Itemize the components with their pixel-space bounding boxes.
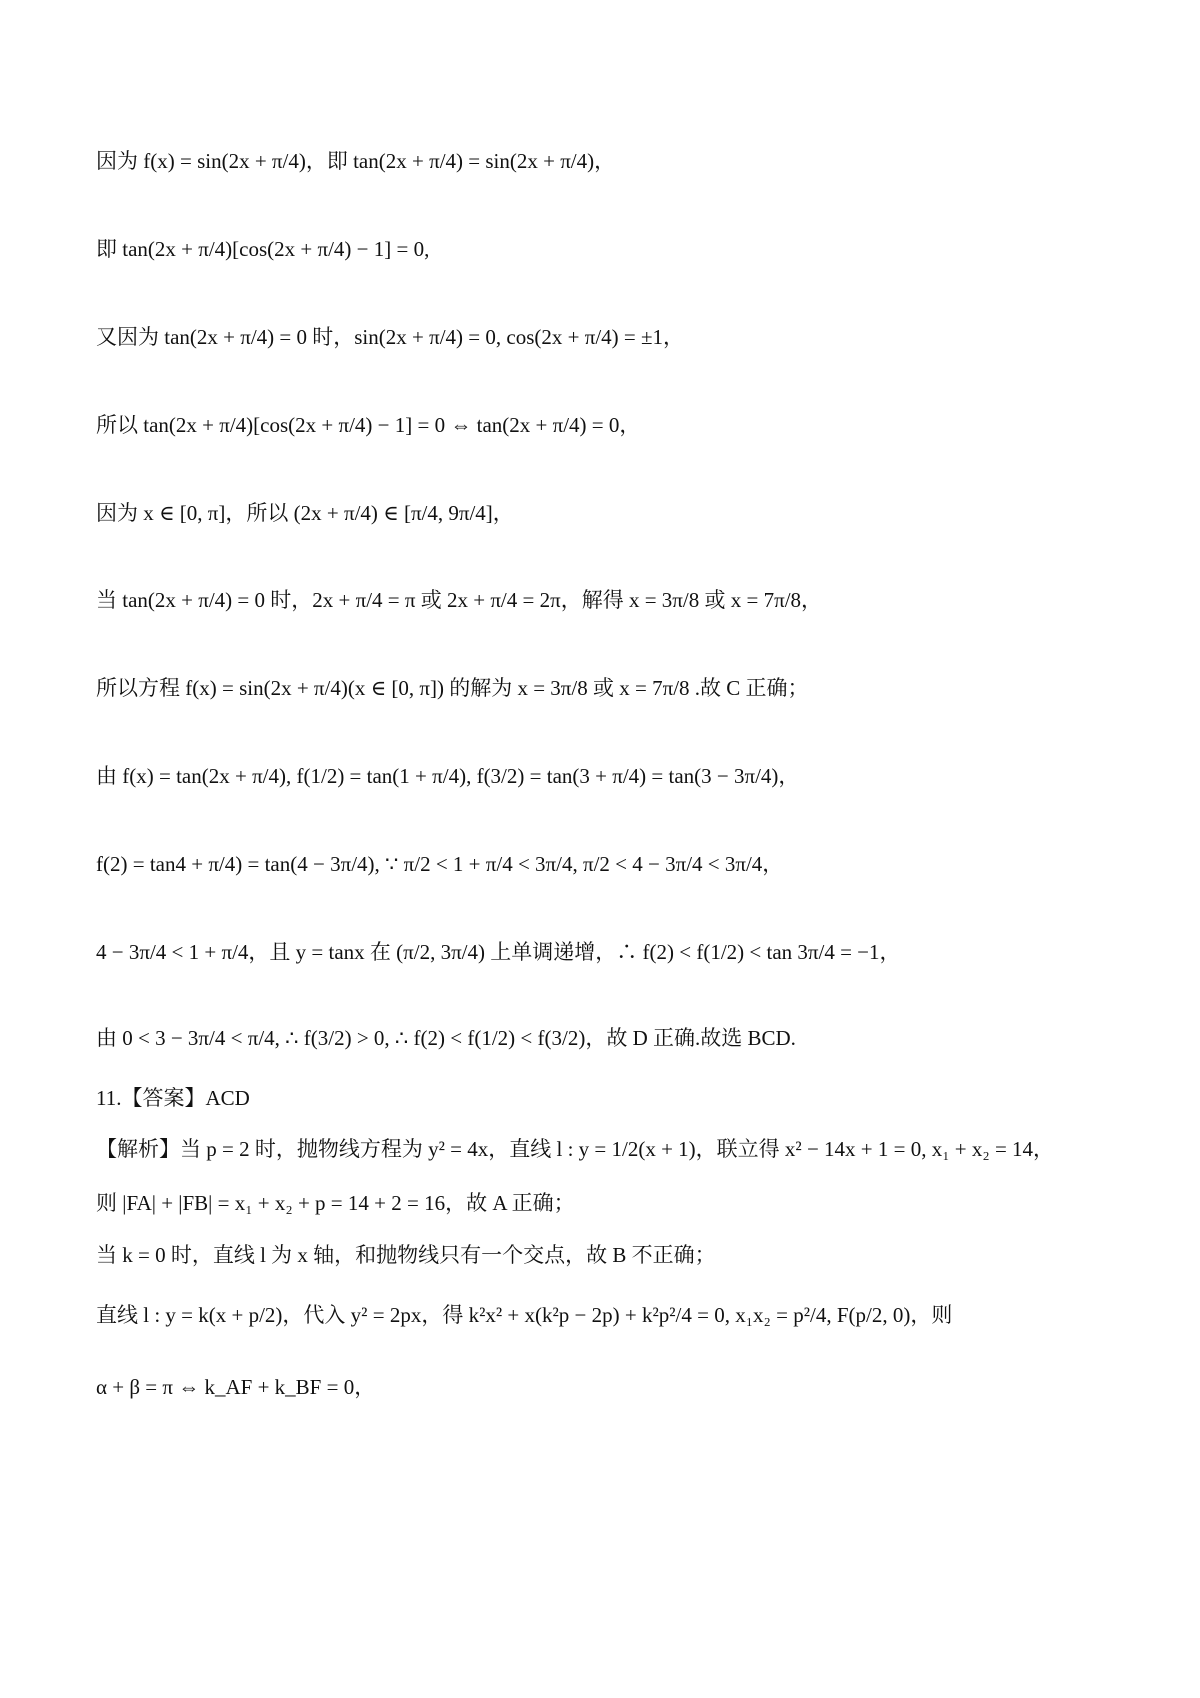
text-line: 因为 x ∈ [0, π]，所以 (2x + π/4) ∈ [π/4, 9π/4]，	[96, 501, 514, 525]
text-line: 则 |FA| + |FB| = x₁ + x₂ + p = 14 + 2 = 16，故 A 正确；	[96, 1191, 575, 1215]
text-line: 当 k = 0 时，直线 l 为 x 轴，和抛物线只有一个交点，故 B 不正确；	[96, 1243, 716, 1267]
text-line: 由 0 < 3 − 3π/4 < π/4, ∴ f(3/2) > 0, ∴ f(2) < f(1/2) < f(3/2)，故 D 正确.故选 BCD.	[96, 1026, 796, 1050]
text-line: 又因为 tan(2x + π/4) = 0 时，sin(2x + π/4) = 0, cos(2x + π/4) = ±1，	[96, 325, 685, 349]
answer-heading: 11.【答案】ACD	[96, 1086, 250, 1110]
text-line: α + β = π ⇔ k_AF + k_BF = 0，	[96, 1375, 376, 1399]
text-line: 由 f(x) = tan(2x + π/4), f(1/2) = tan(1 + π/4), f(3/2) = tan(3 + π/4) = tan(3 − 3π/4)，	[96, 764, 800, 788]
text-line: 4 − 3π/4 < 1 + π/4，且 y = tanx 在 (π/2, 3π/4) 上单调递增，∴ f(2) < f(1/2) < tan 3π/4 = −1，	[96, 940, 901, 964]
text-line: 因为 f(x) = sin(2x + π/4)，即 tan(2x + π/4) = sin(2x + π/4)，	[96, 149, 616, 173]
text-line: 当 tan(2x + π/4) = 0 时，2x + π/4 = π 或 2x + π/4 = 2π，解得 x = 3π/8 或 x = 7π/8，	[96, 588, 823, 612]
text-line: f(2) = tan4 + π/4) = tan(4 − 3π/4), ∵ π/2 < 1 + π/4 < 3π/4, π/2 < 4 − 3π/4 < 3π/4，	[96, 852, 784, 876]
text-line: 即 tan(2x + π/4)[cos(2x + π/4) − 1] = 0,	[96, 237, 430, 261]
text-line: 【解析】当 p = 2 时，抛物线方程为 y² = 4x，直线 l : y = 1/2(x + 1)，联立得 x² − 14x + 1 = 0, x₁ + x₂ = 14，	[96, 1137, 1055, 1161]
text-line: 所以 tan(2x + π/4)[cos(2x + π/4) − 1] = 0 ⇔ tan(2x + π/4) = 0，	[96, 413, 641, 437]
text-line: 所以方程 f(x) = sin(2x + π/4)(x ∈ [0, π]) 的解为 x = 3π/8 或 x = 7π/8 .故 C 正确；	[96, 676, 809, 700]
text-line: 直线 l : y = k(x + p/2)，代入 y² = 2px，得 k²x² + x(k²p − 2p) + k²p²/4 = 0, x₁x₂ = p²/4, F(p/2, 0)，则	[96, 1303, 953, 1327]
